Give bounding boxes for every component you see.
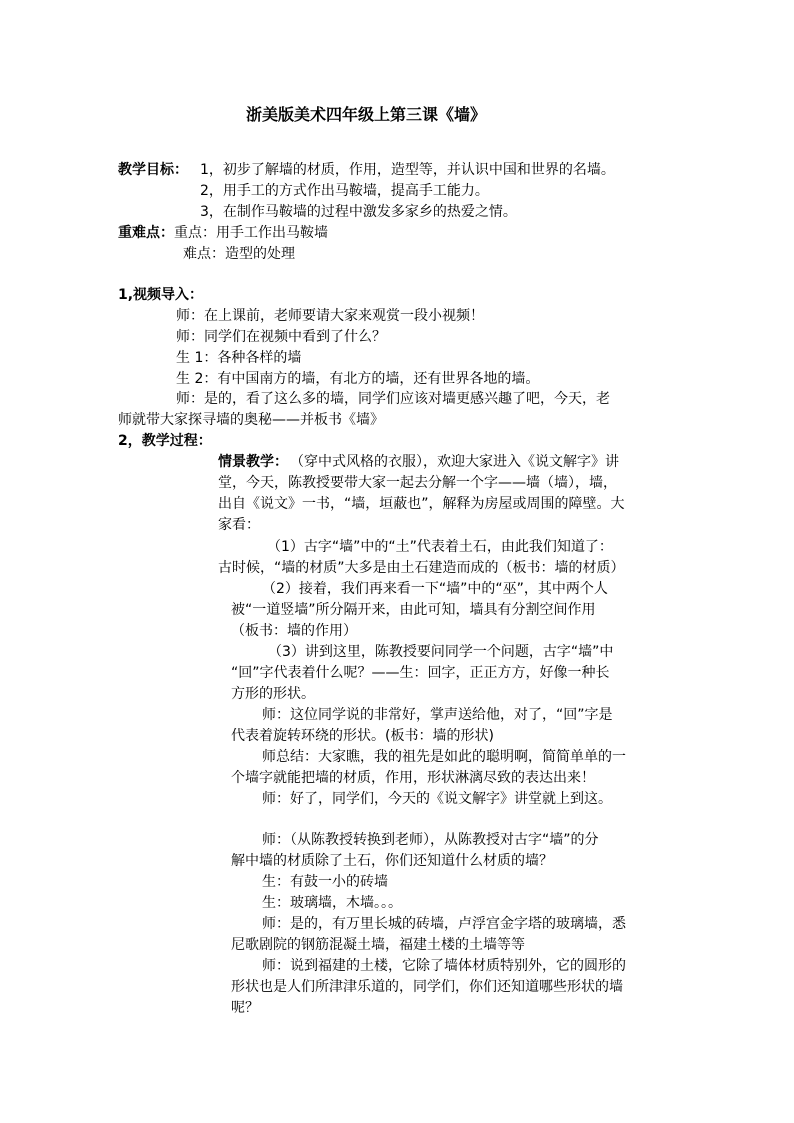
section1-line: 生 2：有中国南方的墙，有北方的墙，还有世界各地的墙。 bbox=[176, 371, 540, 387]
section1-line: 师：是的，看了这么多的墙，同学们应该对墙更感兴趣了吧，今天，老 bbox=[176, 391, 610, 407]
section2-line: 堂，今天，陈教授要带大家一起去分解一个字——墙（墙），墙， bbox=[218, 475, 617, 491]
section2-line: 师总结：大家瞧，我的祖先是如此的聪明啊，简简单单的一 bbox=[262, 749, 626, 765]
section2-line: （穿中式风格的衣服），欢迎大家进入《说文解字》讲 bbox=[290, 454, 619, 470]
section1-line: 师：在上课前，老师要请大家来观赏一段小视频！ bbox=[176, 308, 484, 324]
section2-line: 个墙字就能把墙的材质，作用，形状淋漓尽致的表达出来！ bbox=[231, 770, 595, 786]
section2-line: 家看： bbox=[218, 517, 260, 533]
section2-line: 师：好了，同学们，今天的《说文解字》讲堂就上到这。 bbox=[262, 791, 612, 807]
section2-line: 解中墙的材质除了土石，你们还知道什么材质的墙？ bbox=[231, 853, 553, 869]
section2-line: 方形的形状。 bbox=[231, 686, 315, 702]
section2-line: 师：是的，有万里长城的砖墙，卢浮宫金字塔的玻璃墙，悉 bbox=[262, 916, 626, 932]
section2-heading: 2，教学过程： bbox=[118, 433, 212, 449]
key-points-label: 重难点： bbox=[118, 225, 174, 241]
section2-line: （3）讲到这里，陈教授要问同学一个问题，古字“墙”中 bbox=[268, 644, 614, 660]
section2-line: 师：（从陈教授转换到老师），从陈教授对古字“墙”的分 bbox=[262, 832, 599, 848]
objectives-label: 教学目标： bbox=[118, 162, 188, 178]
section2-line: 生：有鼓一小的砖墙 bbox=[262, 874, 388, 890]
section2-line: 呢？ bbox=[231, 1000, 259, 1016]
section2-line: 形状也是人们所津津乐道的，同学们，你们还知道哪些形状的墙 bbox=[231, 979, 623, 995]
section2-line: （板书：墙的作用） bbox=[231, 623, 357, 639]
section2-line: 古时候，“墙的材质”大多是由土石建造而成的（板书：墙的材质） bbox=[218, 560, 625, 576]
key-point-difficulty: 难点：造型的处理 bbox=[183, 246, 295, 262]
section2-line: “回”字代表着什么呢？——生：回字，正正方方，好像一种长 bbox=[231, 665, 610, 681]
objective-item-3: 3，在制作马鞍墙的过程中激发多家乡的热爱之情。 bbox=[200, 204, 517, 220]
section2-line: 师：这位同学说的非常好，掌声送给他，对了，“回”字是 bbox=[262, 707, 613, 723]
section2-line: 师：说到福建的土楼，它除了墙体材质特别外，它的圆形的 bbox=[262, 958, 626, 974]
section2-line: 代表着旋转环绕的形状。(板书：墙的形状) bbox=[231, 728, 494, 744]
section1-line: 生 1：各种各样的墙 bbox=[176, 350, 302, 366]
section1-line: 师：同学们在视频中看到了什么？ bbox=[176, 329, 386, 345]
section1-heading: 1,视频导入： bbox=[118, 287, 204, 303]
section2-line: 尼歌剧院的钢筋混凝土墙，福建土楼的土墙等等 bbox=[231, 937, 525, 953]
section2-line: 出自《说文》一书，“墙，垣蔽也”，解释为房屋或周围的障壁。大 bbox=[218, 496, 625, 512]
objective-item-2: 2，用手工的方式作出马鞍墙，提高手工能力。 bbox=[200, 183, 489, 199]
section2-line: （1）古字“墙”中的“土”代表着土石，由此我们知道了： bbox=[267, 539, 613, 555]
scene-teaching-label: 情景教学： bbox=[218, 454, 288, 470]
document-title: 浙美版美术四年级上第三课《墙》 bbox=[246, 105, 487, 124]
objective-item-1: 1，初步了解墙的材质，作用，造型等，并认识中国和世界的名墙。 bbox=[200, 162, 615, 178]
key-point-focus: 重点：用手工作出马鞍墙 bbox=[174, 225, 328, 241]
section2-line: 生：玻璃墙，木墙。。。 bbox=[262, 895, 402, 911]
section2-line: （2）接着，我们再来看一下“墙”中的“巫”，其中两个人 bbox=[262, 581, 608, 597]
section2-line: 被“一道竖墙”所分隔开来，由此可知，墙具有分割空间作用 bbox=[231, 602, 596, 618]
section1-line: 师就带大家探寻墙的奥秘——并板书《墙》 bbox=[118, 412, 384, 428]
